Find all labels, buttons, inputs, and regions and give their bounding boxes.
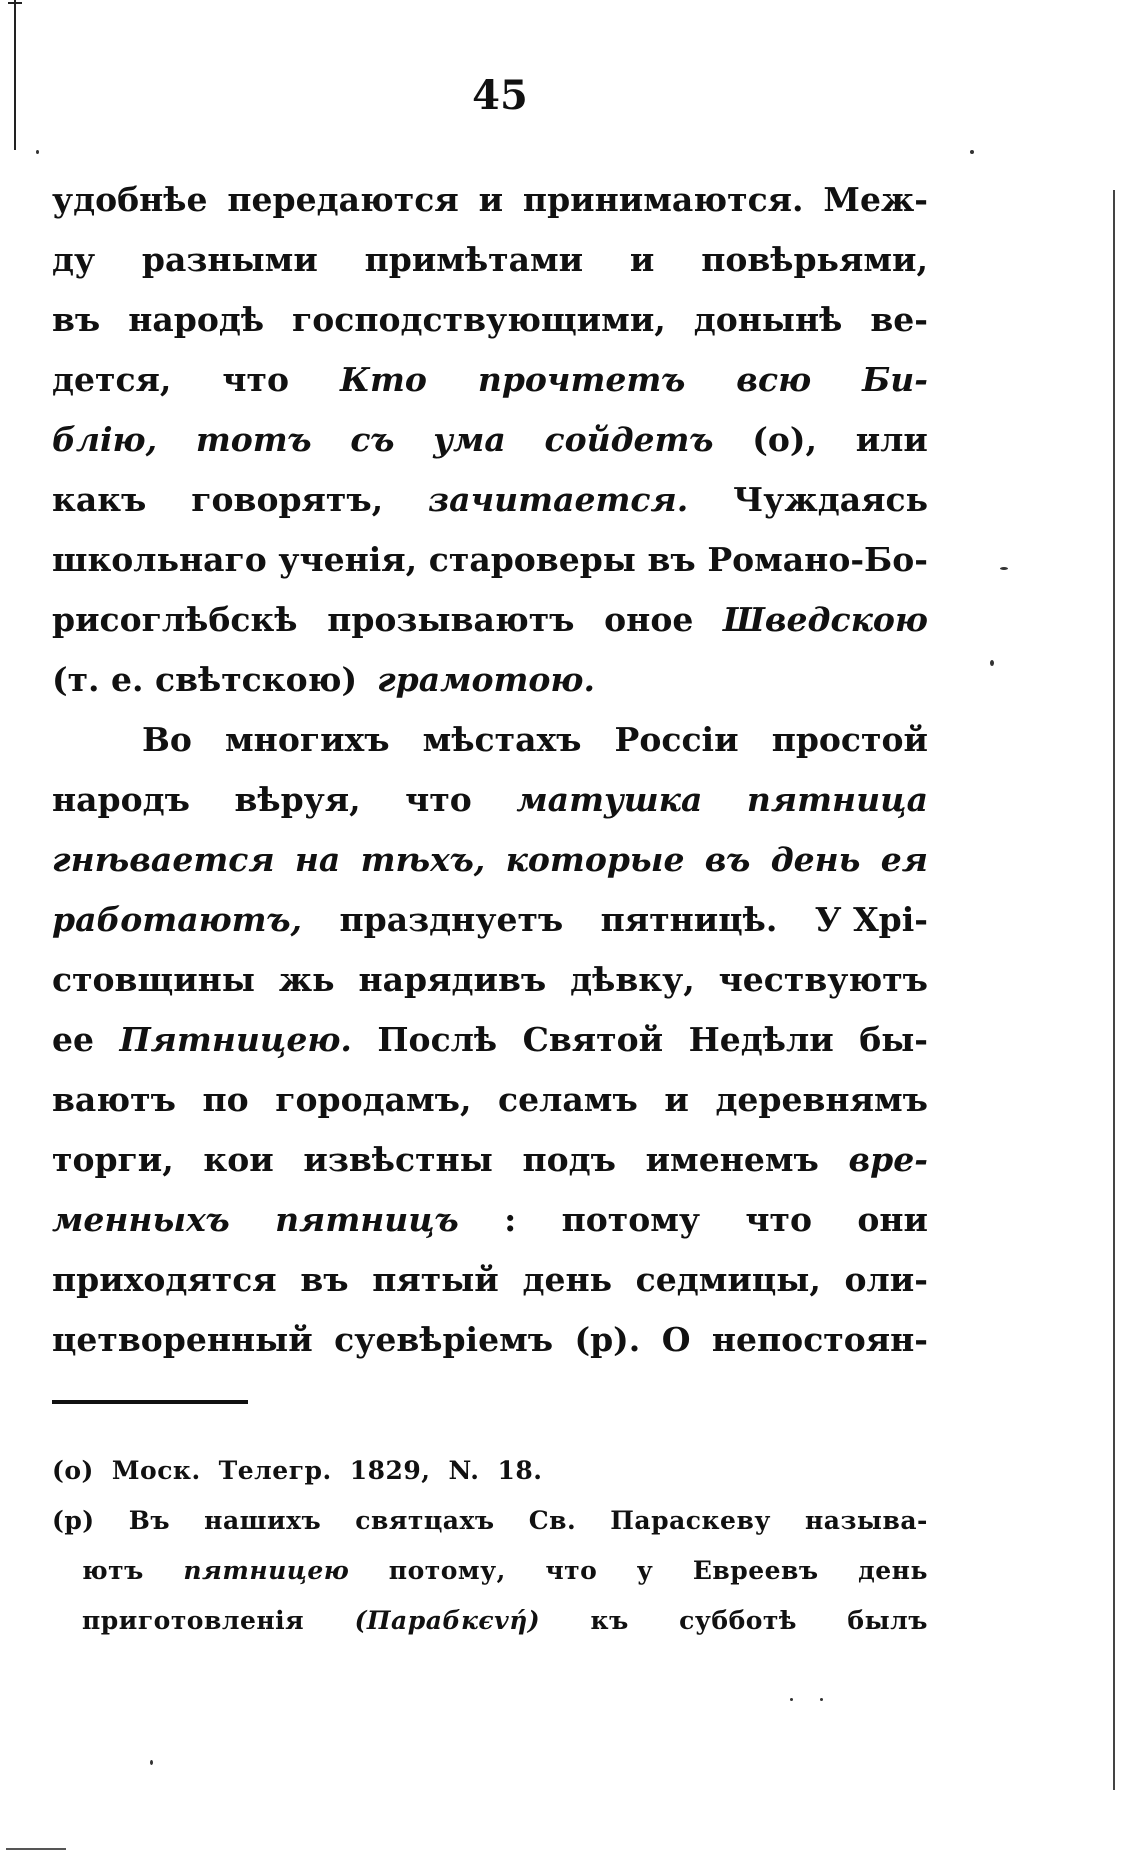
word: Кто bbox=[339, 360, 427, 399]
text-line bbox=[52, 650, 928, 710]
word: которые bbox=[505, 840, 685, 879]
text-line bbox=[52, 410, 928, 470]
text-line bbox=[52, 170, 928, 230]
word: городамъ, bbox=[275, 1080, 472, 1119]
word: говорятъ, bbox=[191, 480, 384, 519]
text-line bbox=[52, 470, 928, 530]
print-speck bbox=[820, 1698, 823, 1701]
word: празднуетъ bbox=[339, 900, 564, 939]
word: дется, bbox=[52, 360, 172, 399]
word: торги, bbox=[52, 1140, 174, 1179]
word: ея bbox=[880, 840, 928, 879]
word: Россіи bbox=[614, 720, 739, 759]
word: вре- bbox=[848, 1140, 928, 1179]
text-line bbox=[52, 1190, 928, 1250]
word: донынѣ bbox=[693, 300, 843, 339]
word: 1829, bbox=[349, 1456, 431, 1485]
word: пятый bbox=[372, 1260, 499, 1299]
text-line bbox=[52, 530, 928, 590]
word: потому, bbox=[388, 1556, 506, 1585]
word: : bbox=[504, 1200, 517, 1239]
word: и bbox=[664, 1080, 689, 1119]
word: потому bbox=[561, 1200, 701, 1239]
word: Послѣ bbox=[377, 1020, 498, 1059]
text-line bbox=[52, 950, 928, 1010]
word: день bbox=[522, 1260, 612, 1299]
word: староверы bbox=[428, 540, 636, 579]
word: вѣруя, bbox=[234, 780, 361, 819]
word: именемъ bbox=[645, 1140, 819, 1179]
word: непостоян- bbox=[711, 1320, 928, 1359]
page-number: 45 bbox=[472, 72, 528, 119]
word: гнѣвается bbox=[52, 840, 275, 879]
word: Св. bbox=[528, 1506, 577, 1535]
word: оли- bbox=[844, 1260, 928, 1299]
word: что bbox=[222, 360, 289, 399]
text-line bbox=[52, 890, 928, 950]
word: ученія, bbox=[278, 540, 418, 579]
word: всю bbox=[736, 360, 812, 399]
word: У Хрі- bbox=[814, 900, 928, 939]
print-speck bbox=[990, 660, 994, 666]
word: работаютъ, bbox=[52, 900, 303, 939]
word: называ- bbox=[804, 1506, 928, 1535]
word: Романо-Бо- bbox=[707, 540, 928, 579]
word: Святой bbox=[522, 1020, 664, 1059]
word: приготовленія bbox=[82, 1606, 305, 1635]
word: и bbox=[629, 240, 655, 279]
word: ваютъ bbox=[52, 1080, 176, 1119]
word: день bbox=[858, 1556, 928, 1585]
text-line bbox=[52, 350, 928, 410]
word: Въ bbox=[128, 1506, 171, 1535]
text-line bbox=[52, 290, 928, 350]
text-line bbox=[52, 830, 928, 890]
word: (т. е. свѣтскою) bbox=[52, 660, 358, 699]
print-speck bbox=[970, 150, 974, 154]
word: прозываютъ bbox=[327, 600, 575, 639]
word: деревнямъ bbox=[715, 1080, 928, 1119]
word: Меж- bbox=[823, 180, 928, 219]
page-edge-right bbox=[1113, 190, 1115, 1790]
word: многихъ bbox=[225, 720, 390, 759]
word: цетворенный bbox=[52, 1320, 313, 1359]
word: (р) bbox=[52, 1506, 95, 1535]
footnote-line bbox=[52, 1546, 928, 1596]
word: пятницею bbox=[183, 1556, 350, 1585]
word: жь bbox=[278, 960, 335, 999]
text-line bbox=[52, 1130, 928, 1190]
word: день bbox=[770, 840, 861, 879]
word: въ bbox=[704, 840, 751, 879]
word: школьнаго bbox=[52, 540, 267, 579]
word: Шведскою bbox=[723, 600, 928, 639]
footnote-separator bbox=[52, 1400, 248, 1404]
word: передаются bbox=[227, 180, 459, 219]
word: пятницъ bbox=[275, 1200, 459, 1239]
footnote-line bbox=[52, 1496, 928, 1546]
word: седмицы, bbox=[635, 1260, 821, 1299]
word: грамотою. bbox=[377, 660, 595, 699]
word: ютъ bbox=[82, 1556, 144, 1585]
word: тотъ bbox=[195, 420, 312, 459]
text-line bbox=[52, 770, 928, 830]
word: Би- bbox=[862, 360, 928, 399]
word: пятница bbox=[746, 780, 928, 819]
footnote-line bbox=[52, 1596, 928, 1646]
word: (о), bbox=[752, 420, 817, 459]
word: подъ bbox=[522, 1140, 616, 1179]
word: рисоглѣбскѣ bbox=[52, 600, 298, 639]
word: (о) bbox=[52, 1456, 94, 1485]
word: пятницѣ. bbox=[600, 900, 778, 939]
word: чествуютъ bbox=[718, 960, 928, 999]
word: Моск. bbox=[111, 1456, 201, 1485]
word: съ bbox=[350, 420, 395, 459]
word: бы- bbox=[859, 1020, 928, 1059]
word: Недѣли bbox=[688, 1020, 834, 1059]
word: на bbox=[294, 840, 341, 879]
word: (р). bbox=[574, 1320, 641, 1359]
word: Евреевъ bbox=[692, 1556, 819, 1585]
word: тѣхъ, bbox=[360, 840, 486, 879]
word: удобнѣе bbox=[52, 180, 208, 219]
word: и bbox=[478, 180, 504, 219]
word: оное bbox=[604, 600, 694, 639]
word: Пятницею. bbox=[119, 1020, 352, 1059]
word: кои bbox=[203, 1140, 274, 1179]
print-speck bbox=[36, 150, 39, 154]
word: въ bbox=[647, 540, 696, 579]
word: N. bbox=[448, 1456, 480, 1485]
word: ду bbox=[52, 240, 96, 279]
word: ума bbox=[433, 420, 506, 459]
word: они bbox=[857, 1200, 928, 1239]
word: О bbox=[661, 1320, 691, 1359]
word: ве- bbox=[870, 300, 928, 339]
word: къ bbox=[590, 1606, 629, 1635]
page-edge-bottom bbox=[6, 1848, 66, 1850]
word: что bbox=[745, 1200, 813, 1239]
text-line bbox=[52, 1310, 928, 1370]
word: въ bbox=[300, 1260, 349, 1299]
word: Параскеву bbox=[610, 1506, 771, 1535]
word: суевѣріемъ bbox=[334, 1320, 554, 1359]
word: что bbox=[545, 1556, 598, 1585]
word: (Парабкєvή) bbox=[354, 1606, 541, 1635]
word: или bbox=[855, 420, 928, 459]
word: Чуждаясь bbox=[733, 480, 928, 519]
word: въ bbox=[52, 300, 101, 339]
word: селамъ bbox=[498, 1080, 638, 1119]
word: Телегр. bbox=[218, 1456, 332, 1485]
word: субботѣ bbox=[679, 1606, 797, 1635]
word: господствующими, bbox=[292, 300, 666, 339]
text-line bbox=[52, 1010, 928, 1070]
word: разными bbox=[141, 240, 318, 279]
main-text bbox=[52, 170, 928, 1370]
word: зачитается. bbox=[428, 480, 689, 519]
word: что bbox=[405, 780, 472, 819]
word: блію, bbox=[52, 420, 158, 459]
word: дѣвку, bbox=[570, 960, 695, 999]
word: принимаются. bbox=[522, 180, 804, 219]
print-speck bbox=[790, 1698, 793, 1701]
word: повѣрьями, bbox=[701, 240, 928, 279]
word: сойдетъ bbox=[544, 420, 714, 459]
word: по bbox=[202, 1080, 249, 1119]
word: у bbox=[636, 1556, 654, 1585]
text-line bbox=[52, 1250, 928, 1310]
word: былъ bbox=[847, 1606, 928, 1635]
print-speck bbox=[150, 1760, 153, 1765]
text-line bbox=[52, 590, 928, 650]
word: примѣтами bbox=[364, 240, 584, 279]
word: нашихъ bbox=[204, 1506, 322, 1535]
word: извѣстны bbox=[303, 1140, 493, 1179]
page-edge-corner bbox=[8, 2, 22, 4]
word: святцахъ bbox=[355, 1506, 495, 1535]
word: 18. bbox=[497, 1456, 543, 1485]
word: простой bbox=[771, 720, 928, 759]
word: народъ bbox=[52, 780, 190, 819]
print-speck bbox=[1000, 567, 1008, 570]
word: нарядивъ bbox=[358, 960, 547, 999]
word: народѣ bbox=[128, 300, 265, 339]
word: Во bbox=[142, 720, 192, 759]
word: приходятся bbox=[52, 1260, 277, 1299]
word: менныхъ bbox=[52, 1200, 230, 1239]
text-line bbox=[52, 710, 928, 770]
word: матушка bbox=[516, 780, 703, 819]
word: стовщины bbox=[52, 960, 255, 999]
word: ее bbox=[52, 1020, 94, 1059]
footnote-line bbox=[52, 1446, 928, 1496]
word: какъ bbox=[52, 480, 147, 519]
word: прочтетъ bbox=[477, 360, 686, 399]
word: мѣстахъ bbox=[422, 720, 582, 759]
footnotes bbox=[52, 1446, 928, 1646]
text-line bbox=[52, 230, 928, 290]
text-line bbox=[52, 1070, 928, 1130]
